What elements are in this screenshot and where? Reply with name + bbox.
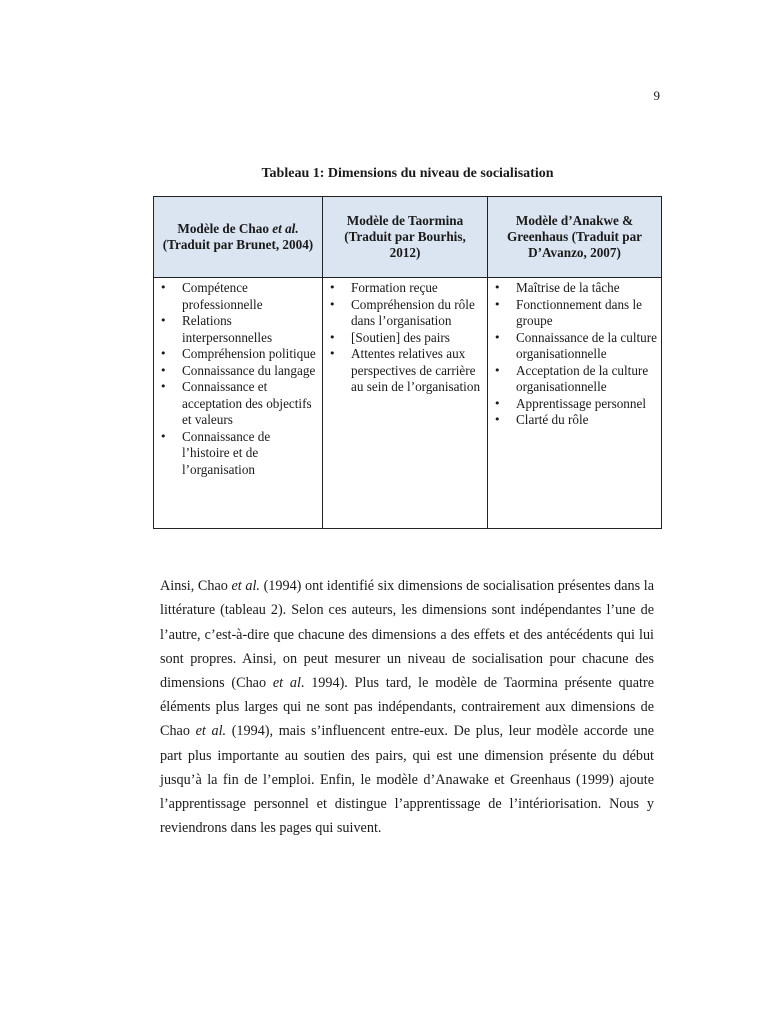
column-header-taormina: Modèle de Taormina (Traduit par Bourhis, 2012) xyxy=(323,197,488,278)
cell-chao-dimensions xyxy=(154,278,323,529)
list-item: • Fonctionnement dans le groupe xyxy=(492,297,657,330)
list-item: • Apprentissage personnel xyxy=(492,396,657,413)
table-caption: Tableau 1: Dimensions du niveau de socialisation xyxy=(261,166,554,181)
cell-taormina-dimensions xyxy=(323,278,488,529)
list-item: • Compétence professionnelle xyxy=(158,280,318,313)
column-header-anakwe-greenhaus: Modèle d’Anakwe & Greenhaus (Traduit par D’Avanzo, 2007) xyxy=(488,197,662,278)
cell-anakwe-greenhaus-dimensions xyxy=(488,278,662,529)
list-item: • Acceptation de la culture organisationnelle xyxy=(492,363,657,396)
list-item: • [Soutien] des pairs xyxy=(327,330,483,347)
bullet-list xyxy=(158,280,318,478)
list-item: • Connaissance du langage xyxy=(158,363,318,380)
bullet-list xyxy=(492,280,657,429)
list-item: • Connaissance de la culture organisationnelle xyxy=(492,330,657,363)
column-header-chao: Modèle de Chao et al. (Traduit par Brunet, 2004) xyxy=(154,197,323,278)
list-item: • Compréhension politique xyxy=(158,346,318,363)
list-item: • Clarté du rôle xyxy=(492,412,657,429)
list-item: • Connaissance de l’histoire et de l’organisation xyxy=(158,429,318,479)
body-paragraph: Ainsi, Chao et al. (1994) ont identifié six dimensions de socialisation présentes dans la littérature (tableau 2). Selon ces auteurs, les dimensions sont indépendantes l’une de l’autre, c’est-à-dire que chacune des dimensions a des effets et des antécédents qui lui sont propres. Ainsi, on peut mesurer un niveau de socialisation pour chacune des dimensions (Chao et al. 1994). Plus tard, le modèle de Taormina présente quatre éléments plus larges qui ne sont pas indépendants, contrairement aux dimensions de Chao et al. (1994), mais s’influencent entre-eux. De plus, leur modèle accorde une part plus importante au soutien des pairs, qui est une dimension présente du début jusqu’à la fin de l’emploi. Enfin, le modèle d’Anawake et Greenhaus (1999) ajoute l’apprentissage personnel et distingue l’apprentissage de l’intériorisation. Nous y reviendrons dans les pages qui suivent. xyxy=(160,578,655,837)
list-item: • Formation reçue xyxy=(327,280,483,297)
list-item: • Attentes relatives aux perspectives de carrière au sein de l’organisation xyxy=(327,346,483,396)
table-header-row xyxy=(154,197,662,278)
bullet-list xyxy=(327,280,483,396)
list-item: • Compréhension du rôle dans l’organisation xyxy=(327,297,483,330)
socialisation-dimensions-table xyxy=(153,196,662,529)
list-item: • Maîtrise de la tâche xyxy=(492,280,657,297)
list-item: • Connaissance et acceptation des objectifs et valeurs xyxy=(158,379,318,429)
list-item: • Relations interpersonnelles xyxy=(158,313,318,346)
table-row xyxy=(154,278,662,529)
page-number: 9 xyxy=(653,88,660,103)
